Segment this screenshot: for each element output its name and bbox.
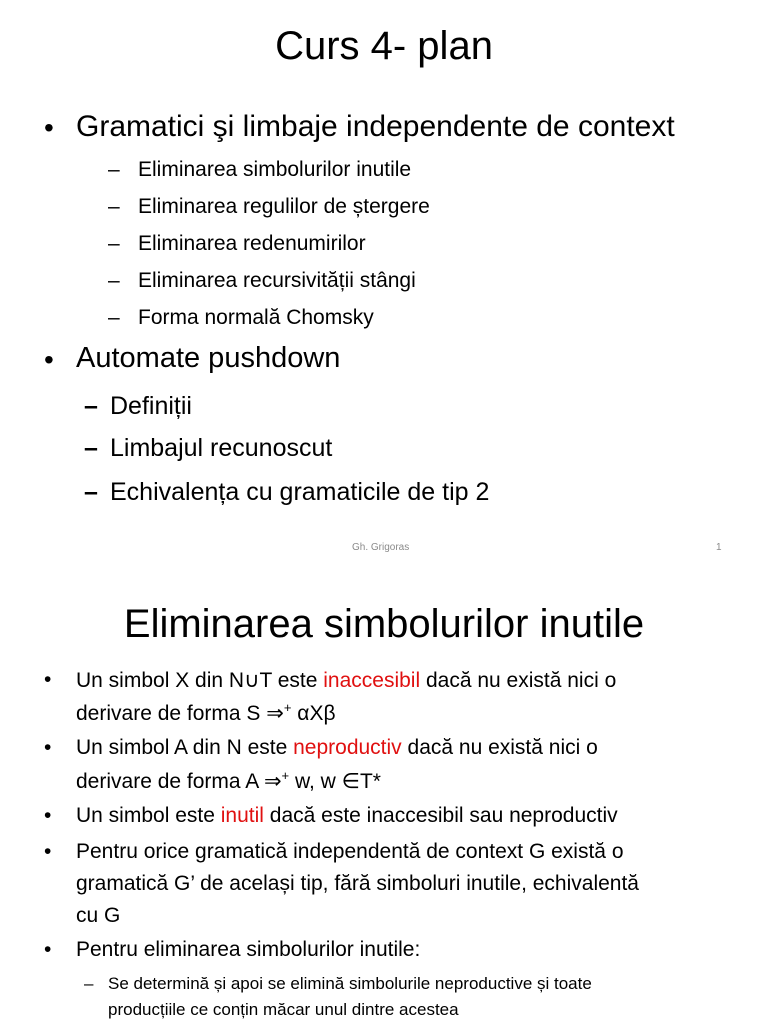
bullet-line	[76, 736, 598, 760]
bullet-line	[76, 804, 618, 828]
bullet-line: cu G	[76, 904, 121, 927]
highlight-term: neproductiv	[293, 736, 402, 759]
text: Un simbol X din N	[76, 669, 245, 692]
bullet-icon: •	[44, 840, 52, 863]
slide-title: Curs 4- plan	[275, 24, 493, 68]
bullet-line	[76, 768, 381, 794]
dash-icon: –	[84, 974, 94, 993]
bullet-icon: •	[44, 344, 54, 375]
text: T*	[359, 770, 381, 793]
bullet-icon: •	[44, 736, 52, 759]
superscript: +	[281, 768, 290, 783]
list-item: Eliminarea simbolurilor inutile	[138, 158, 412, 181]
text: Un simbol este	[76, 804, 221, 827]
dash-icon: –	[108, 306, 120, 329]
highlight-term: inaccesibil	[323, 669, 421, 692]
text: αXβ	[291, 702, 336, 725]
footer-author: Gh. Grigoras	[352, 542, 410, 553]
sub-bullet-line: Se determină și apoi se elimină simbolurile neproductive și toate	[108, 974, 592, 993]
bullet-line	[76, 700, 336, 726]
sub-bullet-line: producțiile ce conțin măcar unul dintre acestea	[108, 1000, 459, 1019]
dash-icon: –	[108, 195, 120, 218]
text: w, w	[289, 770, 342, 793]
list-item: Forma normală Chomsky	[138, 306, 374, 329]
list-item: Eliminarea regulilor de ștergere	[138, 195, 430, 218]
bullet-line: gramatică G’ de același tip, fără simboluri inutile, echivalentă	[76, 872, 639, 895]
section-heading: Gramatici şi limbaje independente de context	[76, 110, 675, 143]
dash-icon: –	[108, 269, 120, 292]
bullet-icon: •	[44, 668, 52, 691]
text: derivare de forma A	[76, 770, 264, 793]
text: dacă este inaccesibil sau neproductiv	[263, 804, 618, 827]
list-item: Definiții	[110, 392, 192, 420]
dash-icon: –	[84, 434, 98, 462]
text: dacă nu există nici o	[401, 736, 598, 759]
dash-icon: –	[84, 392, 98, 420]
highlight-term: inutil	[220, 804, 264, 827]
bullet-icon: •	[44, 804, 52, 827]
slide-2	[0, 576, 768, 1024]
text: derivare de forma S	[76, 702, 267, 725]
union-symbol: ∪	[244, 669, 260, 692]
dash-icon: –	[108, 232, 120, 255]
bullet-line: Pentru orice gramatică independentă de context G există o	[76, 840, 624, 863]
bullet-line: Pentru eliminarea simbolurilor inutile:	[76, 938, 421, 961]
derivation-arrow: ⇒	[263, 770, 282, 793]
bullet-line	[76, 668, 616, 693]
bullet-icon: •	[44, 112, 54, 143]
dash-icon: –	[84, 478, 98, 506]
list-item: Echivalența cu gramaticile de tip 2	[110, 478, 490, 506]
bullet-icon: •	[44, 938, 52, 961]
text: Un simbol A din N este	[76, 736, 294, 759]
list-item: Eliminarea recursivității stângi	[138, 269, 416, 292]
text: dacă nu există nici o	[420, 669, 617, 692]
section-heading: Automate pushdown	[76, 342, 341, 374]
page-number: 1	[716, 542, 722, 553]
element-of-symbol: ∈	[341, 770, 360, 793]
superscript: +	[283, 700, 292, 715]
text: T este	[259, 669, 324, 692]
derivation-arrow: ⇒	[266, 702, 284, 725]
list-item: Limbajul recunoscut	[110, 434, 333, 462]
dash-icon: –	[108, 158, 120, 181]
list-item: Eliminarea redenumirilor	[138, 232, 366, 255]
slide-title: Eliminarea simbolurilor inutile	[123, 602, 645, 646]
